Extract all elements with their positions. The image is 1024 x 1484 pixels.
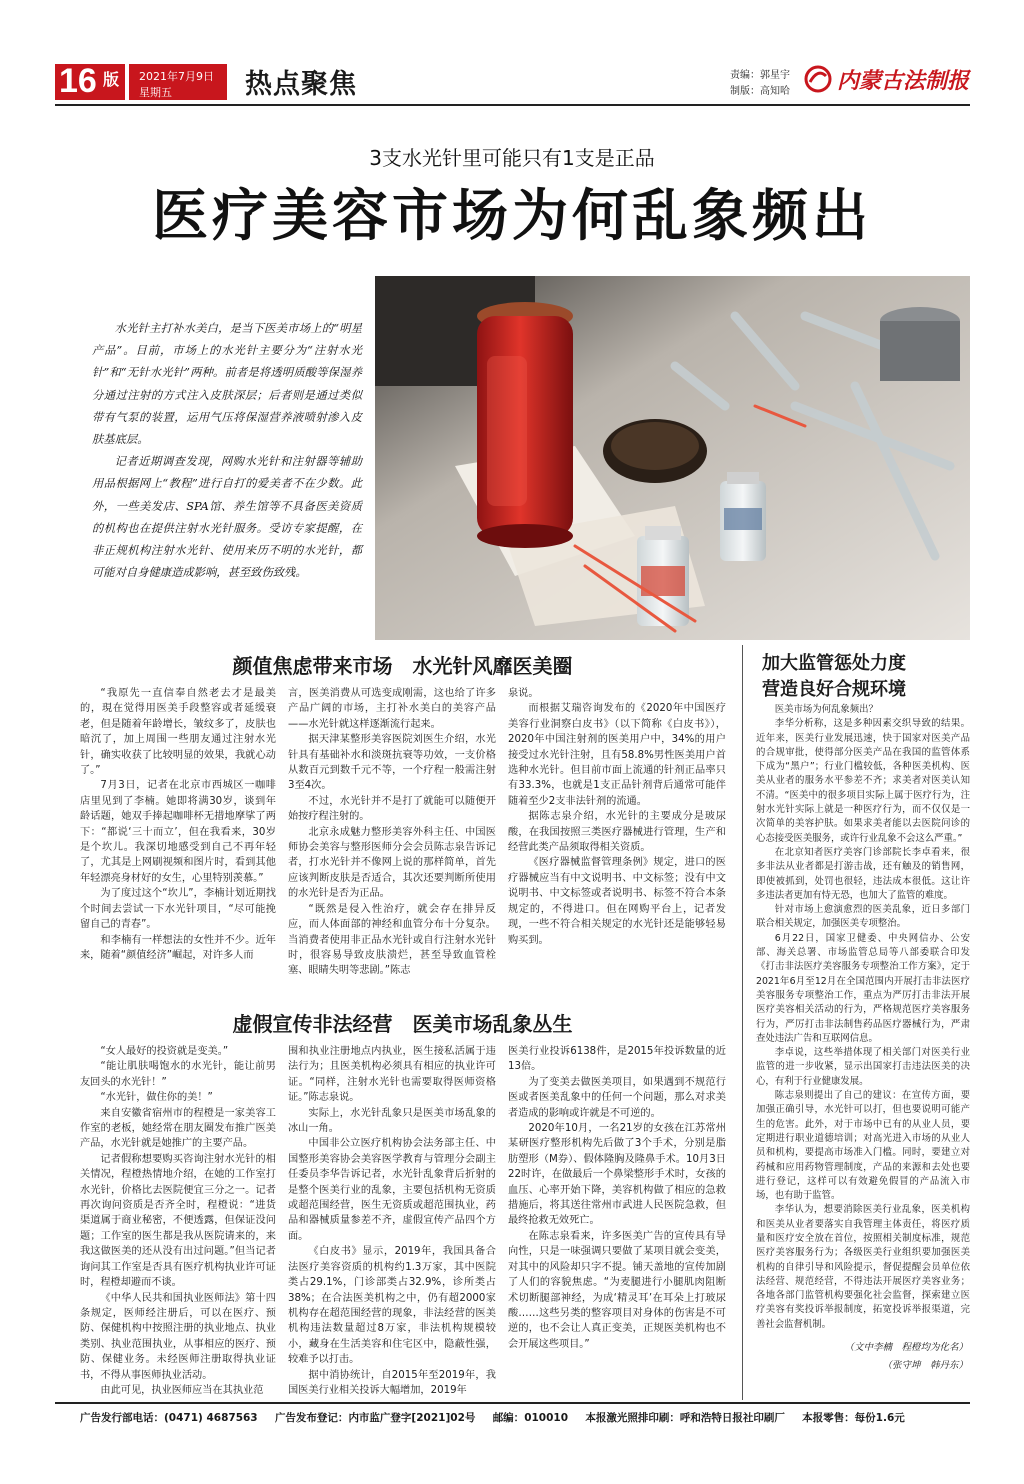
footer-ad-reg-label: 广告发布登记： bbox=[274, 1412, 349, 1424]
newspaper-logo bbox=[803, 62, 973, 96]
footer-rule bbox=[55, 1402, 970, 1404]
section2-col1-p7: 由此可见，执业医师应当在其执业范 bbox=[100, 1384, 264, 1396]
news-photo bbox=[375, 276, 970, 640]
lead-paragraph-1: 水光针主打补水美白，是当下医美市场上的“明星产品”。目前，市场上的水光针主要分为“注射水光针”和“无针水光针”两种。前者是将透明质酸等保湿养分通过注射的方式注入皮肤深层；后者则是通过类似带有气泵的装置，运用气压将保湿营养液喷射渗入皮肤基底层。 bbox=[92, 322, 362, 447]
section2-col3-p3: 2020年10月，一名21岁的女孩在江苏常州某研医疗整形机构先后做了3个手术，分别是脂肪塑形（M券）、假体隆胸及隆鼻手术。10月3日22时许，在做最后一个鼻梁整形手术时，女孩的血压、心率开始下降，美容机构做了相应的急救措施后，将其送往常州市武进人民医院急救，但最终抢救无效死亡。 bbox=[508, 1123, 726, 1227]
section2-col1-p6: 《中华人民共和国执业医师法》第十四条规定，医师经注册后，可以在医疗、预防、保健机构中按照注册的执业地点、执业类别、执业范围执业，从事相应的医疗、预防、保健业务。未经医师注册取得执业证书，不得从事医师执业活动。 bbox=[80, 1292, 276, 1381]
section2-col1-p2: “能让肌肤喝饱水的水光针，能让前男友回头的水光针！” bbox=[80, 1061, 276, 1088]
masthead bbox=[55, 60, 970, 102]
section2-col2-p1: 围和执业注册地点内执业，医生接私活属于违法行为；且医美机构必须具有相应的执业许可证。“同样，注射水光针也需要取得医师资格证。”陈志泉说。 bbox=[288, 1046, 496, 1104]
footer-printer: 本报激光照排印刷：呼和浩特日报社印刷厂 bbox=[585, 1412, 785, 1424]
section2-col2-p3: 中国非公立医疗机构协会法务部主任、中国整形美容协会美容医学教育与管理分会副主任委员李华告诉记者，水光针乱象背后折射的是整个医美行业的乱象，主要包括机构无资质或超范围经营，医生无资质或超范围执业，药品和器械质量参差不齐，虚假宣传产品四个方面。 bbox=[288, 1138, 496, 1242]
section2-col1-p1: “女人最好的投资就是变美。” bbox=[100, 1046, 229, 1057]
sidebar-p7: 陈志泉则提出了自己的建议：在宣传方面，要加强正确引导，水光针可以打，但也要说明可能产生的危害。此外，对于市场中已有的从业人员，要定期进行职业道德培训；对高光进入市场的从业人员和机构，要提高市场准入门槛。同时，要建立对药械和应用药物管理制度，产品的来源和去处也要进行登记，这样可以有效避免假冒的产品流入市场，也有助于监管。 bbox=[756, 1090, 970, 1202]
sidebar-body bbox=[756, 703, 970, 1330]
issue-date: 2021年7月9日 bbox=[139, 70, 214, 83]
section2-col2-p4: 《白皮书》显示，2019年，我国具备合法医疗美容资质的机构约1.3万家，其中医院类占29.1%，门诊部类占32.9%，诊所类占38%；在合法医美机构之中，仍有超2000家机构存在超范围经营的现象，非法经营的医美机构违法数量超过8万家，非法机构规模较小，藏身在生活美容和住宅区中，隐蔽性强，较难予以打击。 bbox=[288, 1246, 496, 1366]
sidebar-credit-2: （张守坤 韩丹东） bbox=[882, 1360, 968, 1371]
section1-col3-p3: 据陈志泉介绍，水光针的主要成分是玻尿酸，在我国按照三类医疗器械进行管理，生产和经营此类产品须取得相关资质。 bbox=[508, 811, 726, 854]
producer-credit: 制版：高知哈 bbox=[730, 86, 790, 97]
section1-column-3 bbox=[508, 686, 726, 976]
section2-col3-p4: 在陈志泉看来，许多医美广告的宣传具有导向性，只是一味强调只要做了某项目就会变美，对其中的风险却只字不提。铺天盖地的宣传加剧了人们的容貌焦虑。“为麦腿进行小腿肌肉阻断术切断腿部神经，为成‘精灵耳’在耳朵上打玻尿酸……这些另类的整容项目对身体的伤害是不可逆的，也不会让人真正变美，正规医美机构也不会开展这些项目。” bbox=[508, 1230, 726, 1350]
logo-text: 内蒙古法制报 bbox=[837, 68, 970, 94]
logo-emblem-icon bbox=[803, 64, 833, 94]
section2-column-1 bbox=[80, 1044, 276, 1396]
lead-paragraphs bbox=[92, 318, 362, 584]
section1-col3-p1: 泉说。 bbox=[508, 688, 539, 699]
footer bbox=[80, 1410, 960, 1425]
page-number-suffix: 版 bbox=[103, 70, 120, 89]
photo-of-injection-vials bbox=[375, 276, 970, 640]
sidebar-title-line-2: 营造良好合规环境 bbox=[762, 679, 906, 700]
section2-col2-p5: 据中消协统计，自2015年至2019年，我国医美行业相关投诉大幅增加，2019年 bbox=[288, 1369, 496, 1396]
masthead-rule bbox=[55, 104, 970, 106]
page-number bbox=[55, 64, 125, 100]
headline-title: 医疗美容市场为何乱象频出 bbox=[152, 183, 872, 249]
sidebar-p5: 6月22日，国家卫健委、中央网信办、公安部、海关总署、市场监管总局等八部委联合印发《打击非法医疗美容服务专项整治工作方案》，定于2021年6月至12月在全国范围内开展打击非法医疗美容服务专项整治工作，重点为严厉打击非法开展医疗美容相关活动的行为，严格规范医疗美容服务行为，严厉打击非法制售药品医疗器械行为，严肃查处违法广告和互联网信息。 bbox=[756, 932, 970, 1044]
sidebar-p1: 医美市场为何乱象频出？ bbox=[774, 704, 878, 715]
section1-col2-p4: 北京永成魅力整形美容外科主任、中国医师协会美容与整形医师分会会员陈志泉告诉记者，打水光针并不像网上说的那样简单，首先应该判断皮肤是否适合，其次还要判断所使用的水光针是否为正品。 bbox=[288, 826, 496, 900]
section1-column-2 bbox=[288, 686, 496, 976]
section1-col1-p2: 7月3日，记者在北京市西城区一咖啡店里见到了李楠。她即将满30岁，谈到年龄话题，她双手捧起咖啡杯无措地摩挲了两下：“都说‘三十而立’，但在我看来，30岁是个坎儿。我深切地感受到自己不再年轻了，尤其是上网刷视频和图片时，看到其他年轻漂亮身材好的女生，心里特别羡慕。” bbox=[80, 780, 276, 884]
section1-col3-p2: 而根据艾瑞咨询发布的《2020年中国医疗美容行业洞察白皮书》（以下简称《白皮书》），2020年中国注射剂的医美用户中，34%的用户接受过水光针注射，且有58.8%男性医美用户首选种水光针。但目前市面上流通的针剂正品率只有33.3%，也就是1支正品针剂背后通常可能伴随着至少2支非法针剂的流通。 bbox=[508, 703, 726, 807]
footer-ad-reg: 内市监广登字[2021]02号 bbox=[348, 1412, 476, 1424]
lead-paragraph-2: 记者近期调查发现，网购水光针和注射器等辅助用品根据网上“教程”进行自打的爱美者不在少数。此外，一些美发店、SPA馆、养生馆等不具备医美资质的机构也在提供注射水光针服务。受访专家提醒，在非正规机构注射水光针、使用来历不明的水光针，都可能对自身健康造成影响，甚至致伤致残。 bbox=[92, 455, 362, 580]
sidebar-p8: 李华认为，想要消除医美行业乱象，医美机构和医美从业者要落实自我管理主体责任，将医疗质量和医疗安全放在首位，按照相关制度标准，规范医疗美容服务行为；各级医美行业组织要加强医美机构的自律引导和风险提示，督促提醒会员单位依法经营、规范经营，不得违法开展医疗美容业务；各地各部门监管机构要强化社会监督，探索建立医疗美容有奖投诉举报制度，拓宽投诉举报渠道，完善社会监督机制。 bbox=[756, 1204, 970, 1330]
section2-col3-p1: 医美行业投诉6138件，是2015年投诉数量的近13倍。 bbox=[508, 1046, 726, 1073]
sidebar-divider bbox=[742, 645, 743, 1400]
issue-date-box bbox=[129, 64, 227, 100]
sidebar-p2: 李华分析称，这是多种因素交织导致的结果。近年来，医美行业发展迅速，快于国家对医美产品的合规审批，使得部分医美产品在我国的监管体系下成为“黑户”；行业门槛较低，各种医美机构、医美从业者的服务水平参差不齐；求美者对医美认知不清。“医美中的很多项目实际上属于医疗行为，注射水光针实际上就是一种医疗行为，而不仅仅是一次简单的美容护肤。如果求美者能以去医院问诊的心态接受医美服务，或许行业乱象不会这么严重。” bbox=[756, 718, 970, 844]
section-title: 热点聚焦 bbox=[245, 69, 357, 100]
section1-column-1 bbox=[80, 686, 276, 976]
section1-col2-p5: “既然是侵入性治疗，就会存在排异反应，而人体面部的神经和血管分布十分复杂。当消费者使用非正品水光针或自行注射水光针时，很容易导致皮肤溃烂，甚至导致血管栓塞、眼睛失明等悲剧。”陈志 bbox=[288, 903, 496, 977]
section1-col1-p1: “我原先一直信奉自然老去才是最美的，現在觉得用医美手段整容或者延缓衰老，但是随着年龄增长，皱纹多了，皮肤也暗沉了，加上周围一些朋友通过注射水光针，确实收获了比较明显的效果，我就心动了。” bbox=[80, 688, 276, 777]
sidebar-credit-1: （文中李楠 程橙均为化名） bbox=[844, 1342, 968, 1353]
sidebar-p4: 针对市场上愈演愈烈的医美乱象，近日多部门联合相关规定，加强医美专项整治。 bbox=[756, 904, 970, 930]
section1-col3-p4: 《医疗器械监督管理条例》规定，进口的医疗器械应当有中文说明书、中文标签；没有中文说明书、中文标签或者说明书、标签不符合本条规定的，不得进口。但在网购平台上，记者发现，一些不符合相关规定的水光针还是能够轻易购买到。 bbox=[508, 857, 726, 946]
section2-col2-p2: 实际上，水光针乱象只是医美市场乱象的冰山一角。 bbox=[288, 1107, 496, 1135]
section2-col1-p5: 记者假称想要购买咨询注射水光针的相关情况，程橙热情地介绍，在她的工作室打水光针，价格比去医院便宜三分之一。记者再次询问资质是否齐全时，程橙说：“进货渠道属于商业秘密，不便透露，但保证没问题；工作室的医生都是我从医院请来的，来我这做医美的还从没有出过问题。”但当记者询问其工作室是否具有医疗机构执业许可证时，程橙却避而不谈。 bbox=[80, 1153, 276, 1289]
section2-col1-p4: 来自安徽省宿州市的程橙是一家美容工作室的老板，她经常在朋友圈发布推广医美产品，水光针就是她推广的主要产品。 bbox=[80, 1107, 276, 1150]
sidebar bbox=[752, 645, 974, 1400]
section2-col3-p2: 为了变美去做医美项目，如果遇到不规范行医或者医美乱象中的任何一个问题，那么对求美者造成的影响或许就是不可逆的。 bbox=[508, 1076, 726, 1119]
section1-title: 颜值焦虑带来市场 水光针风靡医美圈 bbox=[232, 654, 573, 678]
footer-postcode: 010010 bbox=[524, 1412, 569, 1424]
editor-credit: 责编：郭星宇 bbox=[730, 70, 790, 81]
page-number-digits: 16 bbox=[59, 62, 97, 100]
sidebar-p6: 李卓说，这些举措体现了相关部门对医美行业监管的进一步收紧，显示出国家打击违法医美的决心，有利于行业健康发展。 bbox=[756, 1047, 970, 1087]
section1-col1-p4: 和李楠有一样想法的女性并不少。近年来，随着“颜值经济”崛起，对许多人而 bbox=[80, 934, 276, 961]
issue-weekday: 星期五 bbox=[139, 86, 172, 99]
section1-col2-p3: 不过，水光针并不是打了就能可以随便开始按疗程注射的。 bbox=[288, 795, 496, 823]
section2-column-2 bbox=[288, 1044, 496, 1396]
footer-ad-phone-label: 广告发行部电话： bbox=[80, 1412, 164, 1424]
footer-postcode-label: 邮编： bbox=[492, 1412, 525, 1424]
footer-price: 本报零售：每份1.6元 bbox=[802, 1412, 905, 1424]
headline-kicker: 3支水光针里可能只有1支是正品 bbox=[369, 146, 655, 170]
section1-col2-p1: 言，医美消费从可选变成刚需，这也给了许多产品广阔的市场，主打补水美白的美容产品——水光针就这样逐渐流行起来。 bbox=[288, 688, 496, 730]
sidebar-title-line-1: 加大监管惩处力度 bbox=[762, 653, 906, 674]
section1-col1-p3: 为了度过这个“坎儿”，李楠计划近期找个时间去尝试一下水光针项目，“尽可能挽留自己的青春”。 bbox=[80, 888, 276, 931]
sidebar-p3: 在北京知者医疗美容门诊部院长李卓看来，很多非法从业者都是打游击战，还有触及的销售网，即使被抓到，处罚也很轻，违法成本很低。这让许多违法者更加有恃无恐，也加大了监管的难度。 bbox=[756, 846, 970, 901]
section2-title: 虚假宣传非法经营 医美市场乱象丛生 bbox=[232, 1012, 573, 1036]
footer-ad-phone: (0471) 4687563 bbox=[164, 1412, 258, 1424]
section2-column-3 bbox=[508, 1044, 726, 1396]
section1-col2-p2: 据天津某整形美容医院刘医生介绍，水光针具有基础补水和淡斑抗衰等功效，一支价格从数百元到数千元不等，一个疗程一般需注射3至4次。 bbox=[288, 734, 496, 792]
section2-col1-p3: “水光针，做住你的美！” bbox=[100, 1092, 213, 1104]
